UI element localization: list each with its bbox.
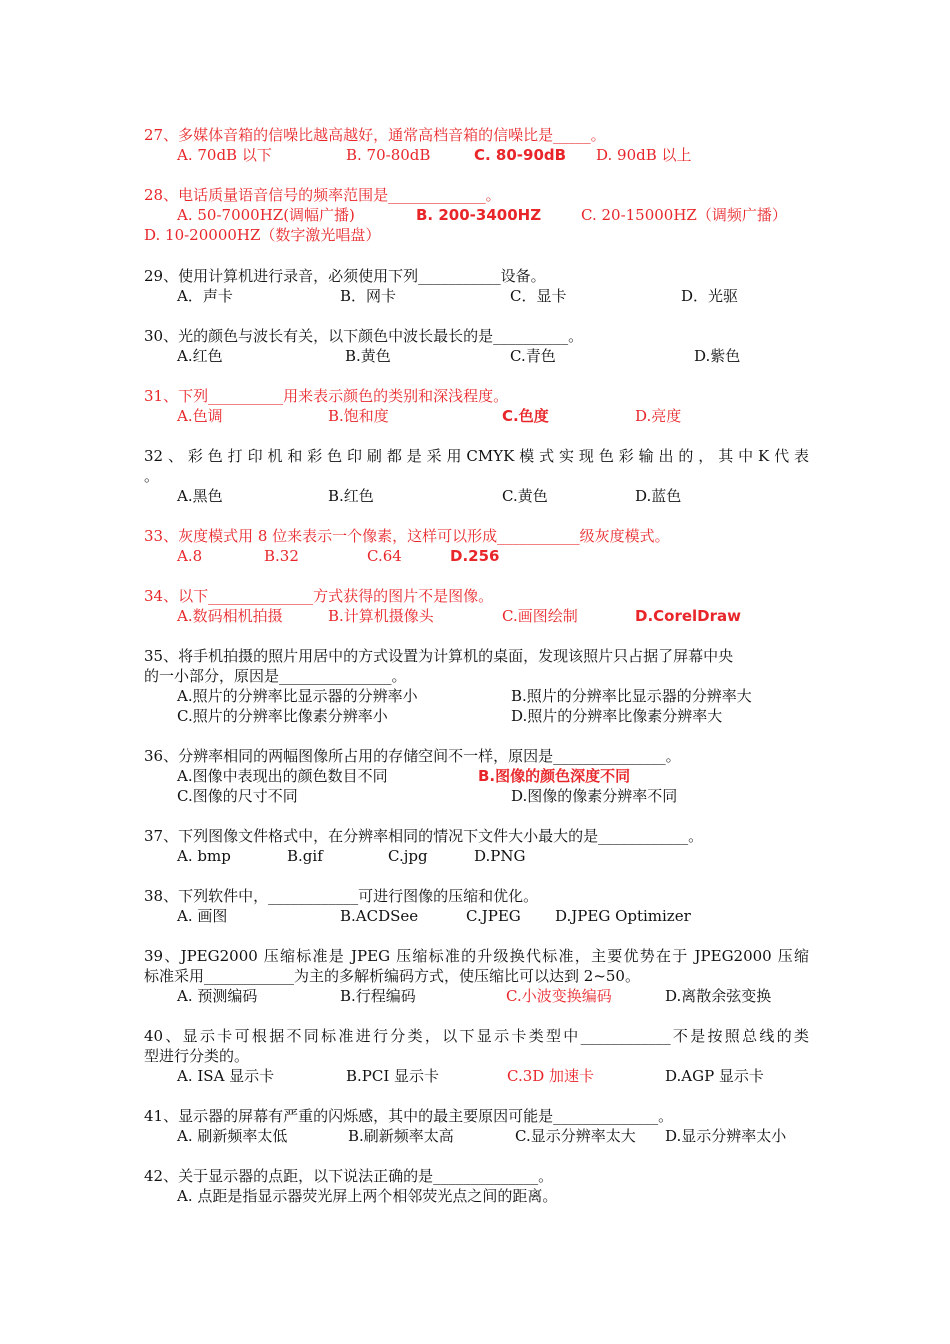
option-d: D.蓝色 [635, 487, 682, 505]
question-36 [144, 746, 809, 806]
question-stem: 37、下列图像文件格式中，在分辨率相同的情况下文件大小最大的是____________。 [144, 827, 704, 845]
option-a: A．声卡 [177, 287, 233, 305]
option-a: A. bmp [177, 847, 231, 865]
option-b-answer: B. 200-3400HZ [416, 206, 542, 224]
option-d: D.亮度 [635, 407, 682, 425]
option-a: A.照片的分辨率比显示器的分辨率小 [177, 687, 418, 705]
option-d: D. 90dB 以上 [596, 146, 692, 164]
option-d-answer: D.CorelDraw [635, 607, 742, 625]
option-a: A. 刷新频率太低 [177, 1127, 288, 1145]
option-a: A.色调 [177, 407, 223, 425]
option-a: A.8 [177, 547, 203, 565]
question-stem: 30、光的颜色与波长有关，以下颜色中波长最长的是__________。 [144, 327, 584, 345]
question-28 [144, 185, 809, 245]
option-a: A.黑色 [177, 487, 223, 505]
option-b-answer: B.图像的颜色深度不同 [478, 767, 631, 785]
question-stem-continued: 的一小部分，原因是_______________。 [144, 667, 407, 685]
question-stem: 39、JPEG2000 压缩标准是 JPEG 压缩标准的升级换代标准，主要优势在于 JPEG2000 压缩 [144, 947, 809, 965]
question-37 [144, 826, 809, 866]
question-stem-continued: 标准采用____________为主的多解析编码方式，使压缩比可以达到 2~50。 [144, 967, 640, 985]
option-a: A. ISA 显示卡 [177, 1067, 275, 1085]
option-c: C.青色 [510, 347, 556, 365]
option-b: B.红色 [328, 487, 374, 505]
option-c: C.jpg [388, 847, 428, 865]
option-c: C.显示分辨率太大 [515, 1127, 636, 1145]
option-a: A.红色 [177, 347, 223, 365]
question-stem: 42、关于显示器的点距，以下说法正确的是______________。 [144, 1167, 554, 1185]
question-stem: 35、将手机拍摄的照片用居中的方式设置为计算机的桌面，发现该照片只占据了屏幕中央 [144, 647, 734, 665]
option-b: B.ACDSee [340, 907, 419, 925]
question-stem: 32、彩色打印机和彩色印刷都是采用CMYK模式实现色彩输出的，其中K代表 [144, 447, 809, 465]
question-stem: 40、显示卡可根据不同标准进行分类，以下显示卡类型中____________不是按照总线的类 [144, 1027, 809, 1045]
option-b: B. 70-80dB [346, 146, 431, 164]
option-d: D.照片的分辨率比像素分辨率大 [511, 707, 723, 725]
question-stem: 29、使用计算机进行录音，必须使用下列___________设备。 [144, 267, 546, 285]
question-39 [144, 946, 809, 1006]
option-a: A.图像中表现出的颜色数目不同 [177, 767, 388, 785]
question-38 [144, 886, 809, 926]
option-c: C.JPEG [466, 907, 521, 925]
option-d: D.图像的像素分辨率不同 [511, 787, 678, 805]
question-stem: 38、下列软件中，____________可进行图像的压缩和优化。 [144, 887, 539, 905]
question-27 [144, 125, 809, 165]
question-stem: 41、显示器的屏幕有严重的闪烁感，其中的最主要原因可能是______________。 [144, 1107, 674, 1125]
question-34 [144, 586, 809, 626]
question-stem: 31、下列__________用来表示颜色的类别和深浅程度。 [144, 387, 509, 405]
question-31 [144, 386, 809, 426]
option-b: B.饱和度 [328, 407, 389, 425]
question-33 [144, 526, 809, 566]
question-stem: 27、多媒体音箱的信噪比越高越好，通常高档音箱的信噪比是_____。 [144, 126, 606, 144]
option-d: D. 10-20000HZ（数字激光唱盘） [144, 226, 381, 244]
option-d: D．光驱 [681, 287, 739, 305]
option-a: A.数码相机拍摄 [177, 607, 283, 625]
option-d: D.离散余弦变换 [665, 987, 772, 1005]
option-c-answer: C.色度 [502, 407, 549, 425]
question-30 [144, 326, 809, 366]
option-a: A. 70dB 以下 [177, 146, 272, 164]
question-stem: 36、分辨率相同的两幅图像所占用的存储空间不一样，原因是_______________。 [144, 747, 681, 765]
option-a: A. 点距是指显示器荧光屏上两个相邻荧光点之间的距离。 [177, 1187, 558, 1205]
option-b: B.PCI 显示卡 [346, 1067, 440, 1085]
option-a: A. 画图 [177, 907, 228, 925]
option-d: D.紫色 [694, 347, 741, 365]
option-c-answer: C.3D 加速卡 [507, 1067, 595, 1085]
question-stem-continued: 。 [144, 467, 160, 485]
question-41 [144, 1106, 809, 1146]
option-a: A. 50-7000HZ(调幅广播) [177, 206, 355, 224]
option-b: B.刷新频率太高 [348, 1127, 454, 1145]
question-40 [144, 1026, 809, 1086]
option-c-answer: C.小波变换编码 [506, 987, 612, 1005]
question-32 [144, 446, 809, 506]
question-stem: 33、灰度模式用 8 位来表示一个像素，这样可以形成___________级灰度模式。 [144, 527, 670, 545]
option-d: D.显示分辨率太小 [665, 1127, 787, 1145]
question-29 [144, 266, 809, 306]
option-d: D.AGP 显示卡 [665, 1067, 764, 1085]
option-c: C.画图绘制 [502, 607, 578, 625]
question-42 [144, 1166, 809, 1206]
question-stem-continued: 型进行分类的。 [144, 1047, 250, 1065]
option-b: B.照片的分辨率比显示器的分辨率大 [511, 687, 752, 705]
option-c: C.图像的尺寸不同 [177, 787, 298, 805]
option-d: D.PNG [474, 847, 526, 865]
option-b: B.32 [264, 547, 299, 565]
option-b: B.黄色 [345, 347, 391, 365]
option-c-answer: C. 80-90dB [474, 146, 567, 164]
option-b: B.gif [287, 847, 323, 865]
option-b: B.行程编码 [340, 987, 416, 1005]
option-c: C. 20-15000HZ（调频广播） [581, 206, 787, 224]
option-d-answer: D.256 [450, 547, 500, 565]
option-b: B．网卡 [340, 287, 397, 305]
question-stem: 34、以下______________方式获得的图片不是图像。 [144, 587, 494, 605]
option-c: C．显卡 [510, 287, 567, 305]
question-stem: 28、电话质量语音信号的频率范围是_____________。 [144, 186, 501, 204]
option-d: D.JPEG Optimizer [555, 907, 691, 925]
question-35 [144, 646, 809, 726]
option-a: A. 预测编码 [177, 987, 258, 1005]
option-b: B.计算机摄像头 [328, 607, 434, 625]
option-c: C.照片的分辨率比像素分辨率小 [177, 707, 388, 725]
option-c: C.黄色 [502, 487, 548, 505]
option-c: C.64 [367, 547, 402, 565]
